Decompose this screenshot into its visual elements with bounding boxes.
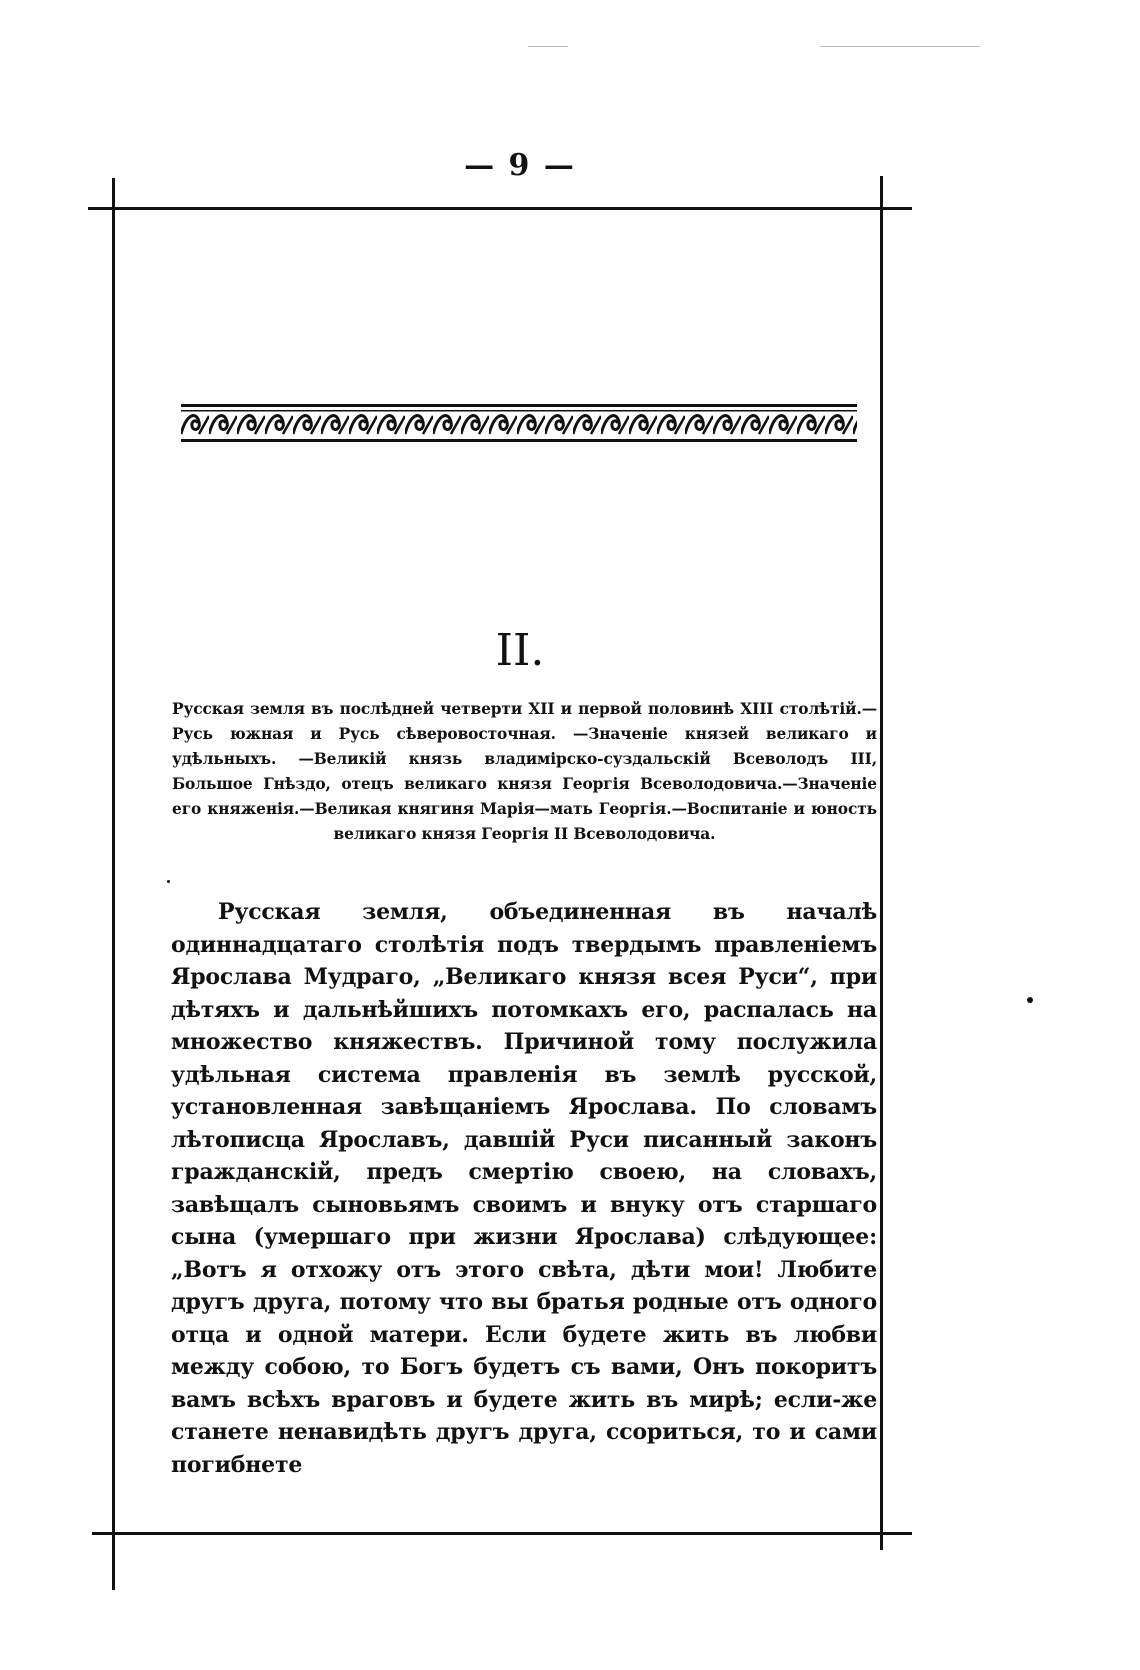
scan-artifact xyxy=(528,46,568,47)
ink-speck xyxy=(167,880,170,883)
scan-artifact xyxy=(820,46,980,47)
frame-top-border xyxy=(88,207,912,210)
page-number: — 9 — xyxy=(464,148,576,183)
frame-right-border xyxy=(880,176,883,1550)
frame-left-border xyxy=(112,178,115,1590)
chapter-numeral: II. xyxy=(495,625,545,676)
frame-bottom-border xyxy=(92,1532,912,1535)
ink-speck xyxy=(1027,997,1033,1003)
chapter-summary: Русская земля въ послѣдней четверти XII и первой половинѣ XIII столѣтій.—Русь южная и Русь сѣверовосточная. —Значеніе князей великаго и удѣльныхъ. —Великій князь владимірско-суздальскій Всеволодъ III, Большое Гнѣздо, отецъ великаго князя Георгія Всеволодовича.—Значеніе его княженія.—Великая княгиня Марія—мать Георгія.—Воспитаніе и юность великаго князя Георгія II Всеволодовича. xyxy=(172,700,877,843)
body-paragraph: Русская земля, объединенная въ началѣ одиннадцатаго столѣтія подъ твердымъ правленіемъ Ярослава Мудраго, „Великаго князя всея Руси“, при дѣтяхъ и дальнѣйшихъ потомкахъ его, распалась на множество княжествъ. Причиной тому послужила удѣльная система правленія въ землѣ русской, установленная завѣщаніемъ Ярослава. По словамъ лѣтописца Ярославъ, давшій Руси писанный законъ гражданскій, предъ смертію своею, на словахъ, завѣщалъ сыновьямъ своимъ и внуку отъ старшаго сына (умершаго при жизни Ярослава) слѣдующее: „Вотъ я отхожу отъ этого свѣта, дѣти мои! Любите другъ друга, потому что вы братья родные отъ одного отца и одной матери. Если будете жить въ любви между собою, то Богъ будетъ съ вами, Онъ покоритъ вамъ всѣхъ враговъ и будете жить въ мирѣ; если-же станете ненавидѣть другъ друга, ссориться, то и сами погибнете xyxy=(171,899,877,1478)
ornamental-headpiece xyxy=(181,404,857,444)
